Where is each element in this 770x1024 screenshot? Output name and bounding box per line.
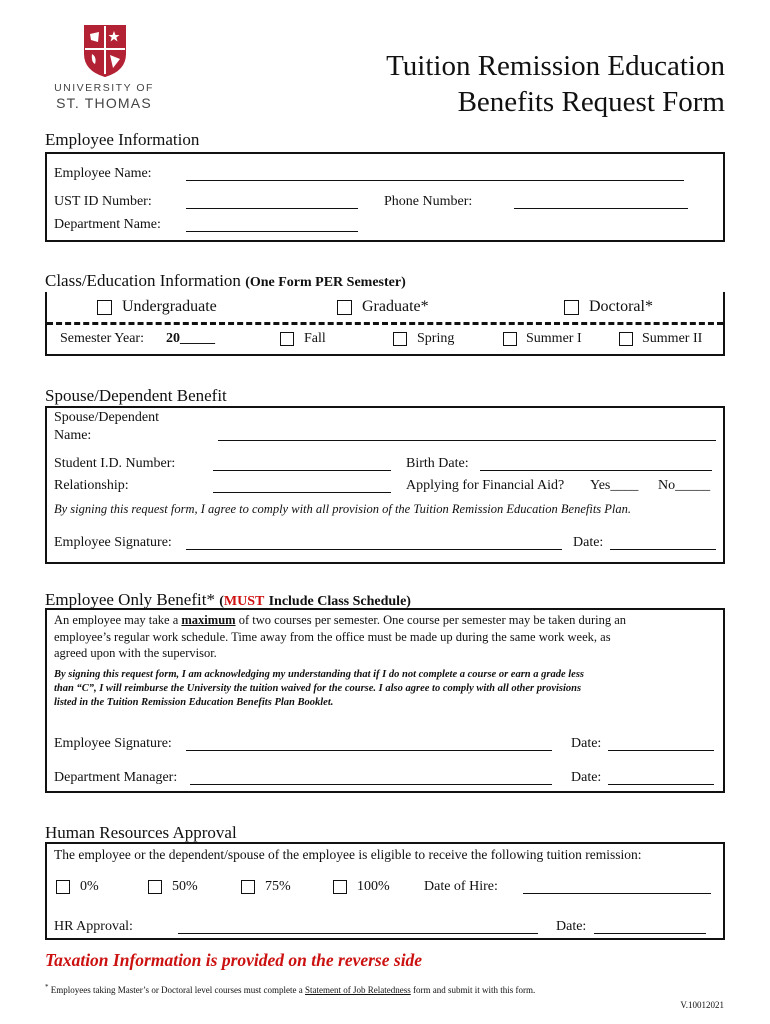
manager-date-label: Date: [571,770,602,785]
relationship-field[interactable] [213,492,391,493]
department-label: Department Name: [54,217,161,232]
doctoral-label: Doctoral* [589,298,653,315]
class-info-dashed-divider [47,322,723,325]
financial-aid-no[interactable]: No_____ [658,478,711,493]
summer-1-label: Summer I [526,331,582,346]
semester-year-label: Semester Year: [60,331,144,346]
undergraduate-checkbox[interactable] [97,300,112,315]
must-label: MUST [223,594,265,609]
percent-50-checkbox[interactable] [148,880,162,894]
graduate-label: Graduate* [362,298,429,315]
summer-1-checkbox[interactable] [503,332,517,346]
include-schedule-label: Include Class Schedule [268,594,407,609]
employee-signature-field[interactable] [186,750,552,751]
hr-approval-label: HR Approval: [54,919,133,934]
manager-signature-field[interactable] [190,784,552,785]
title-line-2: Benefits Request Form [457,86,725,118]
spouse-date-field[interactable] [610,549,716,550]
manager-date-field[interactable] [608,784,714,785]
hr-approval-field[interactable] [178,933,538,934]
version-label: V.10012021 [680,1000,724,1010]
summer-2-label: Summer II [642,331,703,346]
crest-icon [83,24,127,78]
job-relatedness-link[interactable]: Statement of Job Relatedness [305,985,411,995]
percent-50-label: 50% [172,879,198,894]
financial-aid-label: Applying for Financial Aid? [406,478,565,493]
semester-year-field[interactable]: 20_____ [166,331,215,346]
form-title [386,48,725,120]
employee-only-title: Employee Only Benefit* [45,590,215,609]
employee-name-label: Employee Name: [54,166,152,181]
hr-date-field[interactable] [594,933,706,934]
hr-statement: The employee or the dependent/spouse of the employee is eligible to receive the following tuition remission: [54,847,642,862]
spouse-agreement-text: By signing this request form, I agree to comply with all provision of the Tuition Remission Education Benefits Plan. [54,502,632,516]
date-of-hire-field[interactable] [523,893,711,894]
spring-label: Spring [417,331,455,346]
employee-name-field[interactable] [186,180,684,181]
taxation-notice: Taxation Information is provided on the reverse side [45,950,423,970]
student-id-field[interactable] [213,470,391,471]
spouse-name-field[interactable] [218,440,716,441]
undergraduate-label: Undergraduate [122,298,217,315]
ust-id-field[interactable] [186,208,358,209]
section-title-spouse: Spouse/Dependent Benefit [45,386,227,405]
spouse-date-label: Date: [573,535,604,550]
employee-signature-date-label: Date: [571,736,602,751]
percent-100-label: 100% [357,879,390,894]
logo-line-1: UNIVERSITY OF [54,82,154,94]
logo-line-2: ST. THOMAS [56,95,152,111]
birth-date-field[interactable] [480,470,712,471]
spouse-signature-field[interactable] [186,549,562,550]
spouse-name-label-1: Spouse/Dependent [54,410,159,425]
employee-signature-date-field[interactable] [608,750,714,751]
percent-75-checkbox[interactable] [241,880,255,894]
section-title-employee-only: Employee Only Benefit* (MUST Include Class Schedule) [45,590,411,609]
spouse-name-label-2: Name: [54,428,92,443]
birth-date-label: Birth Date: [406,456,469,471]
employee-only-acknowledgement: By signing this request form, I am acknowledging my understanding that if I do not complete a course or earn a grade less than “C”, I will reimburse the University the tuition waived for the course. I also agree to comply with all other provisions listed in the Tuition Remission Education Benefits Plan Booklet. [54,669,585,708]
spouse-signature-label: Employee Signature: [54,535,172,550]
phone-field[interactable] [514,208,688,209]
phone-label: Phone Number: [384,194,473,209]
employee-only-paragraph: An employee may take a maximum of two courses per semester. One course per semester may be taken during an employee’s regular work schedule. Time away from the office must be made up during the same work week, as agreed upon with the supervisor. [54,613,627,660]
percent-100-checkbox[interactable] [333,880,347,894]
department-field[interactable] [186,231,358,232]
student-id-label: Student I.D. Number: [54,456,176,471]
relationship-label: Relationship: [54,478,129,493]
section-title-employee-info: Employee Information [45,130,200,149]
hr-date-label: Date: [556,919,587,934]
ust-id-label: UST ID Number: [54,194,152,209]
university-logo [52,24,156,114]
financial-aid-yes[interactable]: Yes____ [590,478,639,493]
manager-label: Department Manager: [54,770,178,785]
fall-checkbox[interactable] [280,332,294,346]
employee-signature-label: Employee Signature: [54,736,172,751]
graduate-checkbox[interactable] [337,300,352,315]
fall-label: Fall [304,331,326,346]
title-line-1: Tuition Remission Education [386,50,725,82]
date-of-hire-label: Date of Hire: [424,879,498,894]
percent-0-label: 0% [80,879,99,894]
section-title-class-info [45,271,406,291]
footnote: * Employees taking Master’s or Doctoral level courses must complete a Statement of Job Relatedness form and submit it with this form. [45,983,536,995]
class-info-note: (One Form PER Semester) [245,275,406,290]
maximum-emphasis: maximum [181,613,236,627]
class-info-title: Class/Education Information [45,271,241,290]
section-title-hr: Human Resources Approval [45,823,237,842]
spring-checkbox[interactable] [393,332,407,346]
summer-2-checkbox[interactable] [619,332,633,346]
percent-75-label: 75% [265,879,291,894]
doctoral-checkbox[interactable] [564,300,579,315]
percent-0-checkbox[interactable] [56,880,70,894]
